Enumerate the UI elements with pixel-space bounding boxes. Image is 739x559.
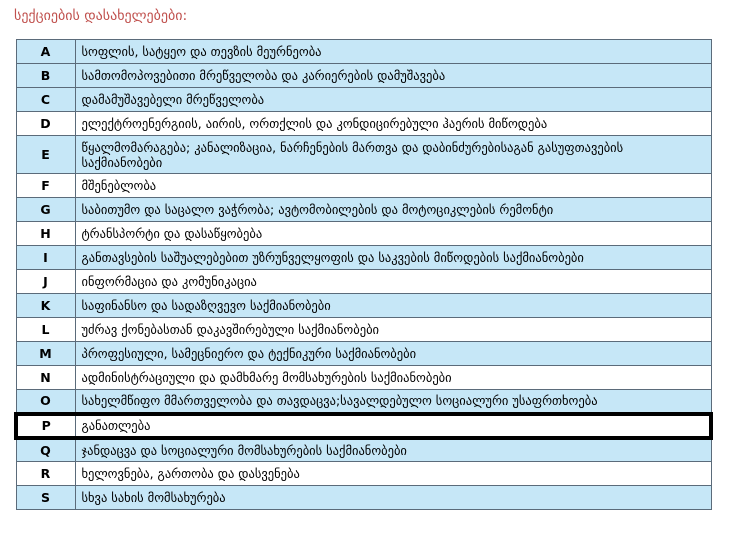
table-row (16, 198, 711, 222)
section-name: ელექტროენერგიის, აირის, ორთქლის და კონდიცირებული ჰაერის მიწოდება (75, 112, 711, 136)
sections-table-body (16, 40, 711, 510)
section-code: B (16, 64, 75, 88)
section-name: განთავსების საშუალებებით უზრუნველყოფის და საკვების მიწოდების საქმიანობები (75, 246, 711, 270)
section-code: P (16, 414, 75, 438)
table-row (16, 174, 711, 198)
section-code: C (16, 88, 75, 112)
table-row (16, 486, 711, 510)
section-code: A (16, 40, 75, 64)
table-row (16, 366, 711, 390)
table-row (16, 88, 711, 112)
section-code: Q (16, 438, 75, 462)
section-code: F (16, 174, 75, 198)
section-name: დამამუშავებელი მრეწველობა (75, 88, 711, 112)
section-name: უძრავ ქონებასთან დაკავშირებული საქმიანობები (75, 318, 711, 342)
section-code: L (16, 318, 75, 342)
section-code: R (16, 462, 75, 486)
section-code: M (16, 342, 75, 366)
table-row (16, 390, 711, 414)
table-row (16, 136, 711, 174)
table-row (16, 270, 711, 294)
section-code: K (16, 294, 75, 318)
section-name: ჯანდაცვა და სოციალური მომსახურების საქმიანობები (75, 438, 711, 462)
section-name: სამთომოპოვებითი მრეწველობა და კარიერების დამუშავება (75, 64, 711, 88)
table-row (16, 246, 711, 270)
section-code: D (16, 112, 75, 136)
section-code: H (16, 222, 75, 246)
section-code: O (16, 390, 75, 414)
section-code: I (16, 246, 75, 270)
section-name: სხვა სახის მომსახურება (75, 486, 711, 510)
section-name: სახელმწიფო მმართველობა და თავდაცვა;სავალდებულო სოციალური უსაფრთხოება (75, 390, 711, 414)
section-name: პროფესიული, სამეცნიერო და ტექნიკური საქმიანობები (75, 342, 711, 366)
table-row (16, 318, 711, 342)
sections-table (14, 39, 713, 510)
table-row (16, 112, 711, 136)
table-row (16, 438, 711, 462)
section-code: S (16, 486, 75, 510)
table-row-highlighted (16, 414, 711, 438)
page-heading: სექციების დასახელებები: (14, 8, 188, 24)
section-name: მშენებლობა (75, 174, 711, 198)
section-name: წყალმომარაგება; კანალიზაცია, ნარჩენების მართვა და დაბინძურებისაგან გასუფთავების საქმიანობები (75, 136, 711, 174)
table-row (16, 40, 711, 64)
section-name: სოფლის, სატყეო და თევზის მეურნეობა (75, 40, 711, 64)
section-name: ხელოვნება, გართობა და დასვენება (75, 462, 711, 486)
section-code: J (16, 270, 75, 294)
table-row (16, 342, 711, 366)
section-code: G (16, 198, 75, 222)
section-code: N (16, 366, 75, 390)
table-row (16, 294, 711, 318)
table-row (16, 462, 711, 486)
section-code: E (16, 136, 75, 174)
table-row (16, 64, 711, 88)
section-name: ადმინისტრაციული და დამხმარე მომსახურების საქმიანობები (75, 366, 711, 390)
section-name: საფინანსო და სადაზღვევო საქმიანობები (75, 294, 711, 318)
section-name: ტრანსპორტი და დასაწყობება (75, 222, 711, 246)
section-name: განათლება (75, 414, 711, 438)
section-name: საბითუმო და საცალო ვაჭრობა; ავტომობილების და მოტოციკლების რემონტი (75, 198, 711, 222)
table-row (16, 222, 711, 246)
section-name: ინფორმაცია და კომუნიკაცია (75, 270, 711, 294)
